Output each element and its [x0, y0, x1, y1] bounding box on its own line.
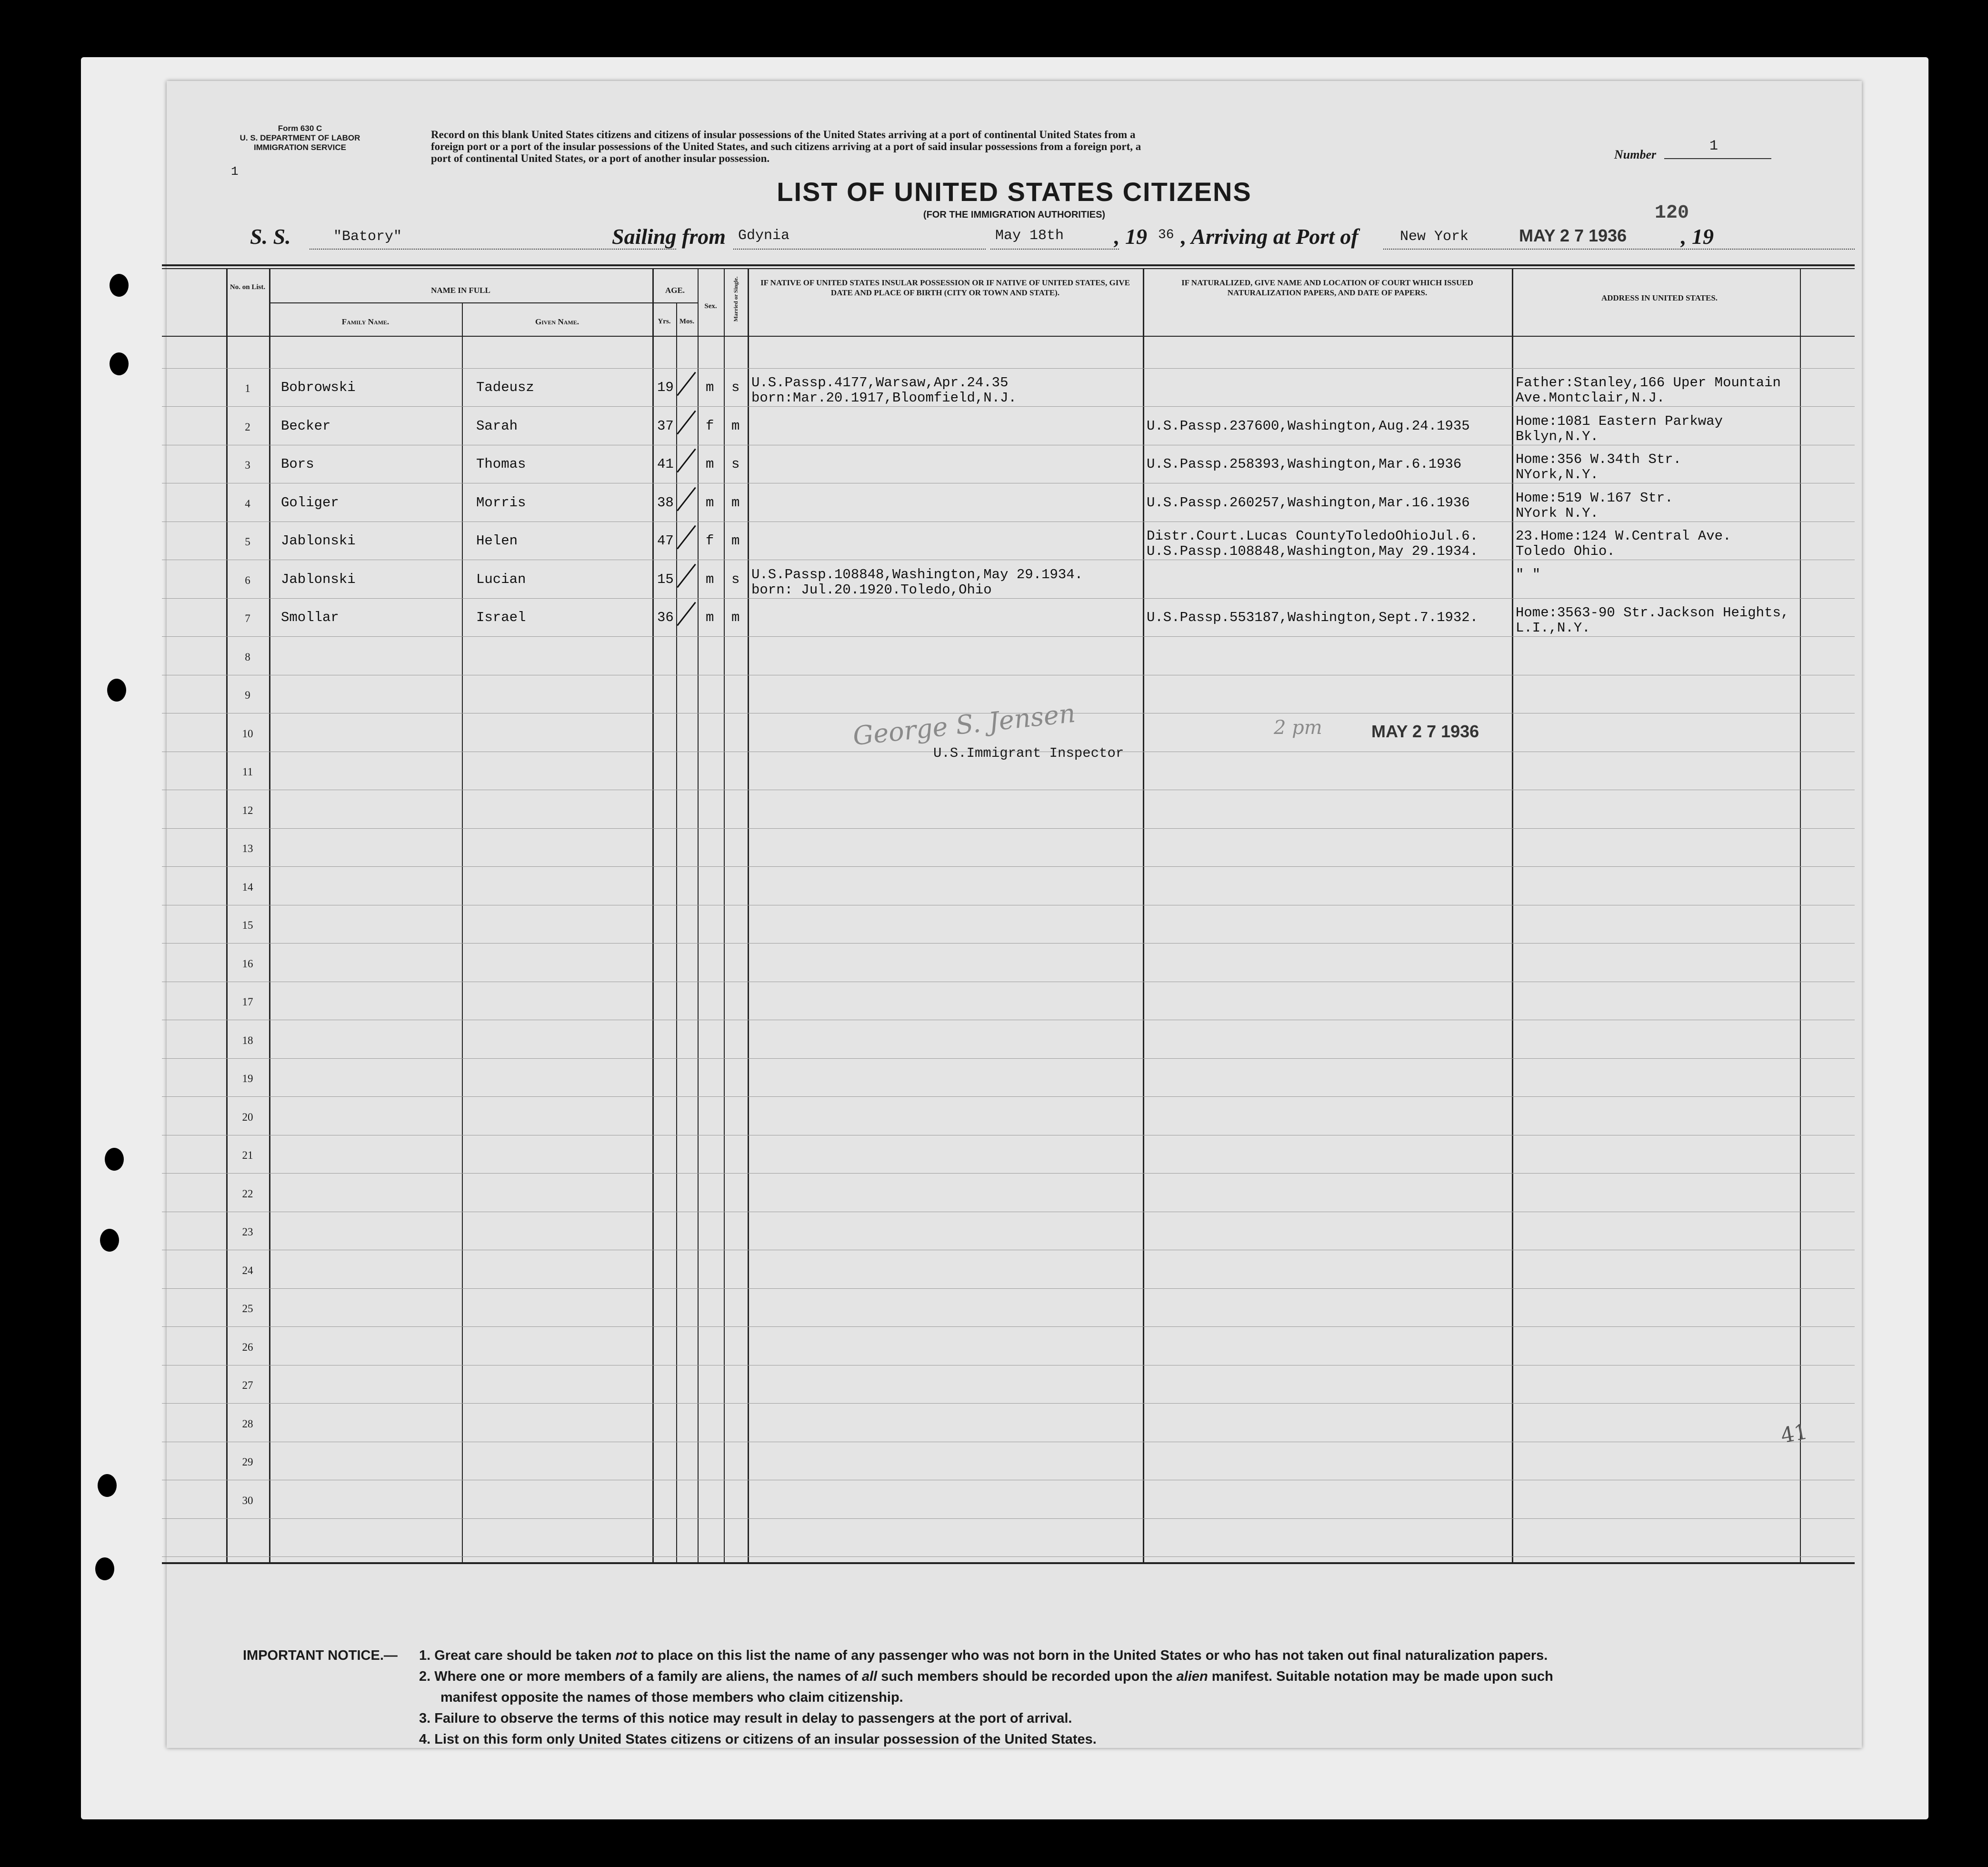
- table-bottom-border: [162, 1562, 1855, 1564]
- given-name: Thomas: [476, 456, 526, 472]
- address: Home:3563-90 Str.Jackson Heights,: [1516, 605, 1789, 621]
- number-label: Number: [1614, 148, 1657, 161]
- row-number: 20: [242, 1111, 253, 1123]
- col-header-married: Married or Single.: [732, 276, 739, 322]
- inspector-signature: George S. Jensen: [851, 698, 1077, 752]
- col-header-name-in-full: NAME IN FULL: [431, 286, 490, 295]
- form-number: Form 630 C: [278, 124, 322, 133]
- given-name: Tadeusz: [476, 380, 534, 395]
- given-name: Helen: [476, 533, 518, 549]
- naturalization-info: U.S.Passp.260257,Washington,Mar.16.1936: [1147, 494, 1470, 511]
- given-name: Sarah: [476, 418, 518, 434]
- row-number: 12: [242, 804, 253, 816]
- name-subheader-line: [269, 302, 652, 303]
- family-name: Smollar: [281, 610, 339, 625]
- sailing-label: Sailing from: [612, 224, 726, 249]
- year-suffix: 36: [1158, 228, 1174, 242]
- address: Ave.Montclair,N.J.: [1516, 390, 1665, 406]
- family-name: Becker: [281, 418, 331, 434]
- given-name: Morris: [476, 494, 526, 511]
- punch-hole: [100, 1229, 119, 1252]
- notice-text: manifest. Suitable notation may be made upon such: [1208, 1669, 1553, 1684]
- punch-hole: [110, 274, 129, 297]
- row-number: 22: [242, 1187, 253, 1200]
- row-number: 16: [242, 957, 253, 970]
- sex: m: [706, 610, 714, 625]
- months-slash: [677, 563, 696, 588]
- marital-status: m: [731, 418, 740, 434]
- page-note: 41: [1778, 1419, 1810, 1448]
- notice-text: to place on this list the name of any passenger who was not born in the United States or who has not taken out final naturalization papers.: [637, 1648, 1548, 1663]
- family-name: Bobrowski: [281, 380, 356, 395]
- months-slash: [677, 602, 696, 626]
- row-number: 7: [245, 612, 250, 624]
- naturalization-info: U.S.Passp.553187,Washington,Sept.7.1932.: [1147, 610, 1479, 625]
- marital-status: m: [731, 610, 740, 625]
- arrival-stamp: MAY 2 7 1936: [1519, 226, 1627, 245]
- given-name: Israel: [476, 610, 526, 625]
- given-name: Lucian: [476, 571, 526, 587]
- birth-info: born:Mar.20.1917,Bloomfield,N.J.: [751, 390, 1017, 406]
- department-name: U. S. DEPARTMENT OF LABOR: [240, 133, 360, 142]
- col-header-sex: Sex.: [704, 302, 717, 310]
- instruction-line: port of continental United States, or a port of another insular possession.: [431, 152, 770, 164]
- row-number: 10: [242, 727, 253, 740]
- naturalization-info: U.S.Passp.237600,Washington,Aug.24.1935: [1147, 418, 1470, 434]
- address: Home:356 W.34th Str.: [1516, 452, 1682, 467]
- number-underline: [1664, 158, 1771, 159]
- instruction-line: Record on this blank United States citizens and citizens of insular possessions of the United States arriving at a port of continental United States from a: [431, 129, 1136, 141]
- marital-status: m: [731, 494, 740, 511]
- manifest-sheet: [167, 81, 1862, 1748]
- port-from-underline: [733, 249, 986, 250]
- inspector-time: 2 pm: [1274, 717, 1322, 739]
- important-notice: [243, 1648, 1852, 1747]
- birth-info: born: Jul.20.1920.Toledo,Ohio: [751, 582, 992, 598]
- row-number: 28: [242, 1417, 253, 1430]
- notice-emphasis: all: [861, 1669, 878, 1684]
- notice-item: [419, 1711, 1072, 1726]
- service-name: IMMIGRATION SERVICE: [254, 143, 346, 152]
- sex: f: [706, 418, 714, 434]
- address: Father:Stanley,166 Uper Mountain: [1516, 375, 1781, 391]
- row-number: 4: [245, 497, 250, 510]
- passenger-entries: [162, 336, 1855, 1562]
- months-slash: [677, 372, 696, 396]
- row-number: 5: [245, 536, 250, 548]
- row-number: 9: [245, 689, 250, 701]
- row-number: 6: [245, 574, 250, 586]
- months-slash: [677, 410, 696, 434]
- col-header-family-name: Family Name.: [341, 317, 390, 326]
- naturalization-info: U.S.Passp.108848,Washington,May 29.1934.: [1147, 543, 1479, 559]
- row-number: 11: [242, 766, 253, 778]
- col-header-no: No. on List.: [230, 283, 266, 291]
- naturalization-info: U.S.Passp.258393,Washington,Mar.6.1936: [1147, 456, 1462, 472]
- date-from-underline: [990, 249, 1119, 250]
- notice-text: 3. Failure to observe the terms of this notice may result in delay to passengers at the port of arrival.: [419, 1711, 1072, 1726]
- address: Home:519 W.167 Str.: [1516, 490, 1673, 506]
- notice-text: 1. Great care should be taken: [419, 1648, 616, 1663]
- notice-text: 4. List on this form only United States citizens or citizens of an insular possession of the United States.: [419, 1732, 1097, 1747]
- ship-name: "Batory": [333, 229, 402, 245]
- notice-item: [419, 1732, 1097, 1747]
- notice-item: [419, 1648, 1548, 1664]
- port-from: Gdynia: [738, 228, 790, 244]
- address: Home:1081 Eastern Parkway: [1516, 413, 1723, 429]
- marital-status: m: [731, 533, 740, 549]
- address: NYork,N.Y.: [1516, 467, 1599, 482]
- row-number: 17: [242, 996, 253, 1008]
- age-years: 15: [657, 571, 674, 587]
- col-header-yrs: Yrs.: [658, 318, 671, 325]
- months-slash: [677, 449, 696, 473]
- notice-emphasis: not: [615, 1648, 637, 1663]
- family-name: Jablonski: [281, 533, 356, 549]
- col-header-given-name: Given Name.: [535, 317, 579, 326]
- age-years: 19: [657, 380, 674, 395]
- col-header-mos: Mos.: [679, 318, 695, 325]
- family-name: Bors: [281, 456, 314, 472]
- col-header-address: ADDRESS IN UNITED STATES.: [1601, 293, 1718, 302]
- sex: m: [706, 494, 714, 511]
- date-from: May 18th: [995, 228, 1064, 244]
- notice-text: 2. Where one or more members of a family are aliens, the names of: [419, 1669, 862, 1684]
- age-years: 41: [657, 456, 674, 472]
- inspector-title: U.S.Immigrant Inspector: [933, 745, 1124, 761]
- age-subheader-line: [652, 302, 698, 303]
- punch-hole: [95, 1557, 114, 1580]
- row-number: 26: [242, 1341, 253, 1353]
- row-number: 29: [242, 1456, 253, 1468]
- arriving-label: , Arriving at Port of: [1181, 224, 1359, 249]
- sex: m: [706, 380, 714, 395]
- ss-label: S. S.: [250, 224, 291, 249]
- port-to-underline: [1383, 249, 1855, 250]
- punch-hole: [105, 1148, 124, 1171]
- notice-item: [419, 1669, 1553, 1685]
- marital-status: s: [731, 571, 740, 587]
- stamp-number: 120: [1655, 202, 1689, 224]
- manifest-table: [162, 264, 1855, 1567]
- port-to: New York: [1400, 229, 1469, 245]
- address: L.I.,N.Y.: [1516, 620, 1590, 636]
- page-title: LIST OF UNITED STATES CITIZENS: [777, 177, 1252, 207]
- birth-info: U.S.Passp.108848,Washington,May 29.1934.: [751, 566, 1083, 582]
- row-number: 8: [245, 651, 250, 663]
- age-years: 37: [657, 418, 674, 434]
- sex: f: [706, 533, 714, 549]
- naturalization-info: Distr.Court.Lucas CountyToledoOhioJul.6.: [1147, 528, 1479, 544]
- marital-status: s: [731, 456, 740, 472]
- address: 23.Home:124 W.Central Ave.: [1516, 528, 1731, 544]
- address: NYork N.Y.: [1516, 505, 1599, 521]
- col-header-married-wrap: [726, 273, 745, 332]
- address: Toledo Ohio.: [1516, 543, 1615, 559]
- row-number: 27: [242, 1379, 253, 1391]
- months-slash: [677, 487, 696, 511]
- col-header-age: AGE.: [665, 286, 685, 295]
- col-header-naturalized: IF NATURALIZED, GIVE NAME AND LOCATION OF COURT WHICH ISSUED NATURALIZATION PAPERS, AND DATE OF PAPERS.: [1181, 278, 1473, 297]
- instruction-text: [431, 129, 1717, 164]
- notice-item: [440, 1690, 903, 1706]
- row-number: 1: [245, 382, 250, 394]
- year-blank: , 19: [1681, 224, 1714, 249]
- row-number: 23: [242, 1226, 253, 1238]
- row-number: 15: [242, 919, 253, 931]
- inspector-stamp: MAY 2 7 1936: [1371, 722, 1479, 741]
- row-number: 18: [242, 1034, 253, 1046]
- number-value: 1: [1709, 138, 1718, 154]
- table-top-border-inner: [162, 268, 1855, 269]
- voyage-line: [167, 224, 1862, 257]
- sex: m: [706, 456, 714, 472]
- sex: m: [706, 571, 714, 587]
- notice-heading: IMPORTANT NOTICE.—: [243, 1648, 398, 1663]
- notice-emphasis: alien: [1176, 1669, 1208, 1684]
- punch-hole: [98, 1474, 117, 1497]
- row-number: 19: [242, 1073, 253, 1084]
- marital-status: s: [731, 380, 740, 395]
- family-name: Goliger: [281, 494, 339, 511]
- punch-hole: [107, 679, 126, 702]
- row-number: 14: [242, 881, 253, 893]
- row-number: 24: [242, 1264, 253, 1276]
- months-slash: [677, 525, 696, 550]
- address: " ": [1516, 566, 1541, 582]
- age-years: 36: [657, 610, 674, 625]
- year-prefix: , 19: [1114, 224, 1147, 249]
- instruction-line: foreign port or a port of the insular possessions of the United States, and such citizens arriving at a port of said insular possessions from a foreign port, a: [431, 141, 1141, 152]
- department-block: [224, 124, 376, 152]
- sheet-mark: 1: [231, 164, 239, 179]
- notice-text: manifest opposite the names of those members who claim citizenship.: [440, 1690, 903, 1705]
- page-subtitle: (FOR THE IMMIGRATION AUTHORITIES): [923, 210, 1106, 220]
- row-number: 25: [242, 1303, 253, 1315]
- row-number: 2: [245, 421, 250, 433]
- col-header-native: IF NATIVE OF UNITED STATES INSULAR POSSESSION OR IF NATIVE OF UNITED STATES, GIVE DATE AND PLACE OF BIRTH (CITY OR TOWN AND STATE).: [760, 278, 1130, 297]
- address: Bklyn,N.Y.: [1516, 428, 1599, 444]
- age-years: 47: [657, 533, 674, 549]
- family-name: Jablonski: [281, 571, 356, 587]
- row-number: 3: [245, 459, 250, 471]
- row-number: 13: [242, 843, 253, 854]
- row-number: 21: [242, 1149, 253, 1161]
- row-number: 30: [242, 1494, 253, 1506]
- age-years: 38: [657, 494, 674, 511]
- notice-text: such members should be recorded upon the: [877, 1669, 1177, 1684]
- punch-hole: [110, 352, 129, 375]
- birth-info: U.S.Passp.4177,Warsaw,Apr.24.35: [751, 375, 1009, 391]
- table-top-border: [162, 264, 1855, 266]
